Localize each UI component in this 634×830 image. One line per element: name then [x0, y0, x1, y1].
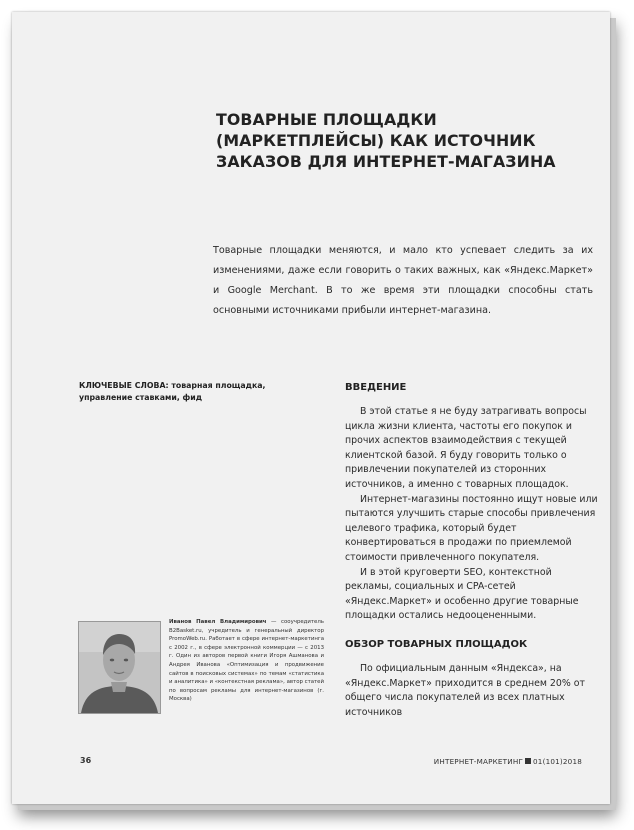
square-separator-icon — [525, 758, 531, 764]
intro-body — [345, 405, 598, 624]
author-name: Иванов Павел Владимирович — [169, 619, 267, 625]
overview-body — [345, 662, 598, 720]
section-heading-overview: ОБЗОР ТОВАРНЫХ ПЛОЩАДОК — [345, 639, 528, 650]
journal-footer — [434, 757, 582, 766]
article-lead: Товарные площадки меняются, и мало кто успевает следить за их изменениями, даже если говорить о таких важных, как «Яндекс.Маркет» и Google Merchant. В то же время эти площадки способны стать основными источниками прибыли интернет-магазина. — [213, 245, 593, 316]
author-description: — сооучредитель B2Basket.ru, учредитель и генеральный директор PromoWeb.ru. Работает в сфере интернет-маркетинга с 2002 г., в сфере электронной коммерции — с 2013 г. Один из авторов первой книги Игоря Ашманова и Андрея Иванова «Оптимизация и продвижение сайтов в поисковых системах» по темам «статистика и аналитика» и «контекстная реклама», автор статей по вопросам рекламы для интернет-магазинов (г. Москва) — [169, 619, 324, 703]
page-number: 36 — [80, 756, 92, 765]
paragraph: Интернет-магазины постоянно ищут новые или пытаются улучшить старые способы привлечения целевого трафика, который будет конвертироваться в продажи по приемлемой стоимости привлеченного покупателя. — [345, 493, 598, 563]
magazine-page — [12, 12, 610, 804]
article-title: ТОВАРНЫЕ ПЛОЩАДКИ (МАРКЕТПЛЕЙСЫ) КАК ИСТОЧНИК ЗАКАЗОВ ДЛЯ ИНТЕРНЕТ-МАГАЗИНА — [216, 110, 556, 171]
paragraph: И в этой круговерти SEO, контекстной рекламы, социальных и CPA-сетей «Яндекс.Маркет» и особенно другие товарные площадки остались недооцененными. — [345, 566, 579, 622]
author-bio — [169, 618, 324, 704]
author-photo — [78, 621, 161, 714]
keywords: КЛЮЧЕВЫЕ СЛОВА: товарная площадка, управление ставками, фид — [79, 381, 266, 402]
paragraph: По официальным данным «Яндекса», на «Яндекс.Маркет» приходится в среднем 20% от общего числа покупателей из всех платных источников — [345, 663, 585, 718]
journal-name: ИНТЕРНЕТ-МАРКЕТИНГ — [433, 757, 524, 766]
author-portrait-icon — [79, 622, 160, 713]
issue-number: 01(101)2018 — [533, 757, 582, 766]
section-heading-intro: ВВЕДЕНИЕ — [345, 382, 407, 393]
paragraph: В этой статье я не буду затрагивать вопросы цикла жизни клиента, частоты его покупок и прочих аспектов взаимодействия с текущей клиентской базой. Я буду говорить только о привлечении покупателей из сторонних источников, а именно с товарных площадок. — [345, 406, 587, 490]
